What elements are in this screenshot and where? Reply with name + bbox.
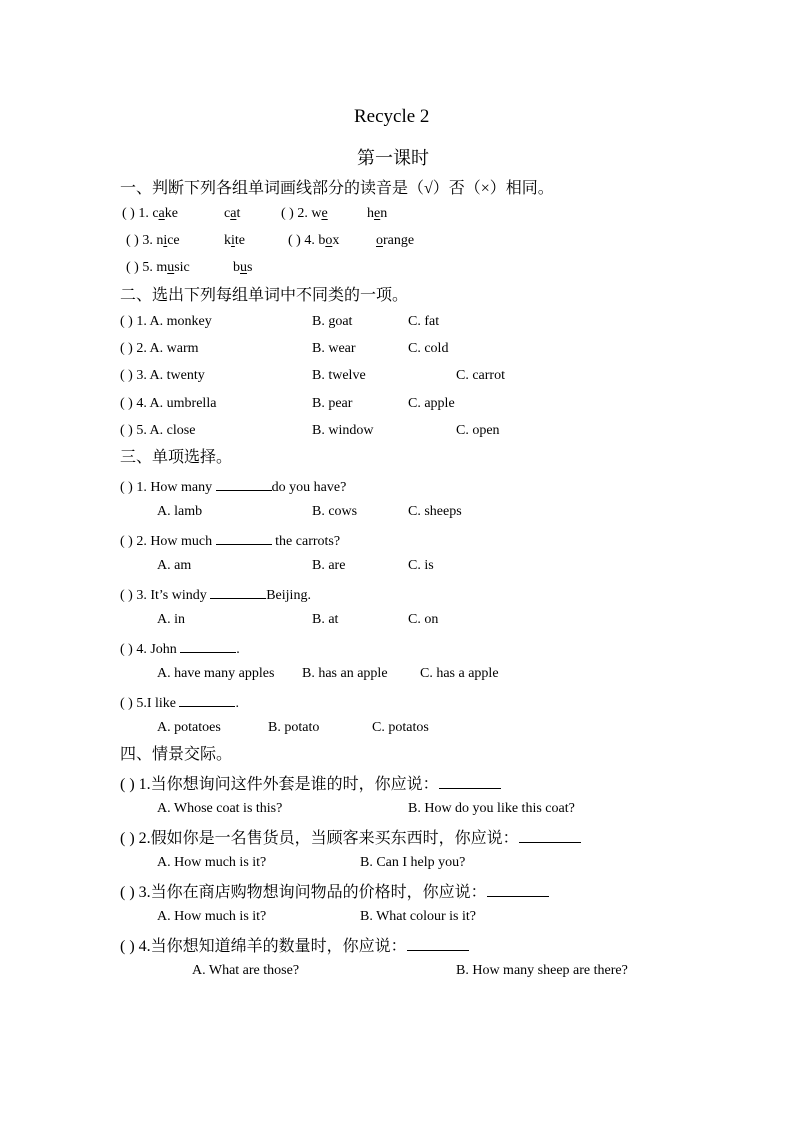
- s2-q2-question: ( ) 2. A. warm: [120, 341, 199, 356]
- s3-q2-option-a: A. am: [157, 558, 192, 573]
- s2-q3-option-c: C. carrot: [456, 368, 505, 383]
- s3-q4-question: ( ) 4. John .: [120, 642, 240, 657]
- s1-q2-word2: hen: [367, 206, 388, 221]
- section-4-heading: 四、情景交际。: [120, 746, 233, 763]
- s2-q1-question: ( ) 1. A. monkey: [120, 314, 212, 329]
- answer-blank: [216, 478, 272, 491]
- s2-q5-option-b: B. window: [312, 423, 374, 438]
- s2-q4-option-b: B. pear: [312, 396, 353, 411]
- s2-q5-option-c: C. open: [456, 423, 500, 438]
- s4-q3-option-a: A. How much is it?: [157, 909, 267, 924]
- s2-q2-option-c: C. cold: [408, 341, 449, 356]
- s1-q1: ( ) 1. cake: [122, 206, 178, 221]
- s1-q4-word1: box: [318, 233, 340, 248]
- answer-blank: [407, 936, 469, 951]
- s2-q4-option-c: C. apple: [408, 396, 455, 411]
- page-subtitle: 第一课时: [357, 148, 429, 168]
- s3-q2-option-c: C. is: [408, 558, 434, 573]
- s3-q5-option-c: C. potatos: [372, 720, 429, 735]
- s1-q4: ( ) 4. box: [288, 233, 340, 248]
- answer-blank: [180, 640, 236, 653]
- s4-q3-question: ( ) 3.当你在商店购物想询问物品的价格时，你应说：: [120, 882, 549, 901]
- s1-q1-word1: cake: [152, 206, 178, 221]
- s1-q5-word1: music: [156, 260, 190, 275]
- s3-q2-question: ( ) 2. How much the carrots?: [120, 534, 341, 549]
- s4-q2-option-b: B. Can I help you?: [360, 855, 466, 870]
- s4-q3-option-b: B. What colour is it?: [360, 909, 476, 924]
- answer-blank: [439, 774, 501, 789]
- answer-blank: [216, 532, 272, 545]
- s4-q1-option-a: A. Whose coat is this?: [157, 801, 283, 816]
- s4-q4-question: ( ) 4.当你想知道绵羊的数量时，你应说：: [120, 936, 469, 955]
- page-title: Recycle 2: [354, 106, 430, 127]
- answer-blank: [519, 828, 581, 843]
- s1-q2-word1: we: [311, 206, 328, 221]
- s3-q3-option-c: C. on: [408, 612, 439, 627]
- s4-q4-option-a: A. What are those?: [192, 963, 300, 978]
- s4-q2-option-a: A. How much is it?: [157, 855, 267, 870]
- s3-q5-option-a: A. potatoes: [157, 720, 221, 735]
- s1-q3: ( ) 3. nice: [126, 233, 180, 248]
- s4-q1-question: ( ) 1.当你想询问这件外套是谁的时，你应说：: [120, 774, 501, 793]
- s3-q1-option-a: A. lamb: [157, 504, 203, 519]
- answer-blank: [179, 694, 235, 707]
- s1-q1-word2: cat: [224, 206, 241, 221]
- s3-q4-option-b: B. has an apple: [302, 666, 388, 681]
- s3-q3-question: ( ) 3. It’s windy Beijing.: [120, 588, 311, 603]
- section-2-heading: 二、选出下列每组单词中不同类的一项。: [120, 287, 409, 304]
- section-3-heading: 三、单项选择。: [120, 449, 233, 466]
- s3-q5-option-b: B. potato: [268, 720, 320, 735]
- s3-q4-option-c: C. has a apple: [420, 666, 499, 681]
- s2-q1-option-b: B. goat: [312, 314, 353, 329]
- s3-q3-option-a: A. in: [157, 612, 185, 627]
- s4-q1-option-b: B. How do you like this coat?: [408, 801, 575, 816]
- s2-q1-option-c: C. fat: [408, 314, 440, 329]
- answer-blank: [487, 882, 549, 897]
- s1-q5-word2: bus: [233, 260, 253, 275]
- s3-q1-option-c: C. sheeps: [408, 504, 462, 519]
- s1-q3-word2: kite: [224, 233, 245, 248]
- s1-q2: ( ) 2. we: [281, 206, 328, 221]
- s3-q1-option-b: B. cows: [312, 504, 358, 519]
- s2-q3-option-b: B. twelve: [312, 368, 366, 383]
- s2-q2-option-b: B. wear: [312, 341, 356, 356]
- s2-q3-question: ( ) 3. A. twenty: [120, 368, 205, 383]
- s1-q3-word1: nice: [156, 233, 180, 248]
- s3-q4-option-a: A. have many apples: [157, 666, 275, 681]
- s1-q4-word2: orange: [376, 233, 415, 248]
- s4-q4-option-b: B. How many sheep are there?: [456, 963, 628, 978]
- s3-q5-question: ( ) 5.I like .: [120, 696, 239, 711]
- s3-q1-question: ( ) 1. How many do you have?: [120, 480, 347, 495]
- answer-blank: [210, 586, 266, 599]
- s1-q5: ( ) 5. music: [126, 260, 190, 275]
- s4-q2-question: ( ) 2.假如你是一名售货员，当顾客来买东西时，你应说：: [120, 828, 581, 847]
- section-1-heading: 一、判断下列各组单词画线部分的读音是（√）否（×）相同。: [120, 180, 554, 197]
- s3-q2-option-b: B. are: [312, 558, 346, 573]
- s3-q3-option-b: B. at: [312, 612, 339, 627]
- s2-q5-question: ( ) 5. A. close: [120, 423, 196, 438]
- s2-q4-question: ( ) 4. A. umbrella: [120, 396, 217, 411]
